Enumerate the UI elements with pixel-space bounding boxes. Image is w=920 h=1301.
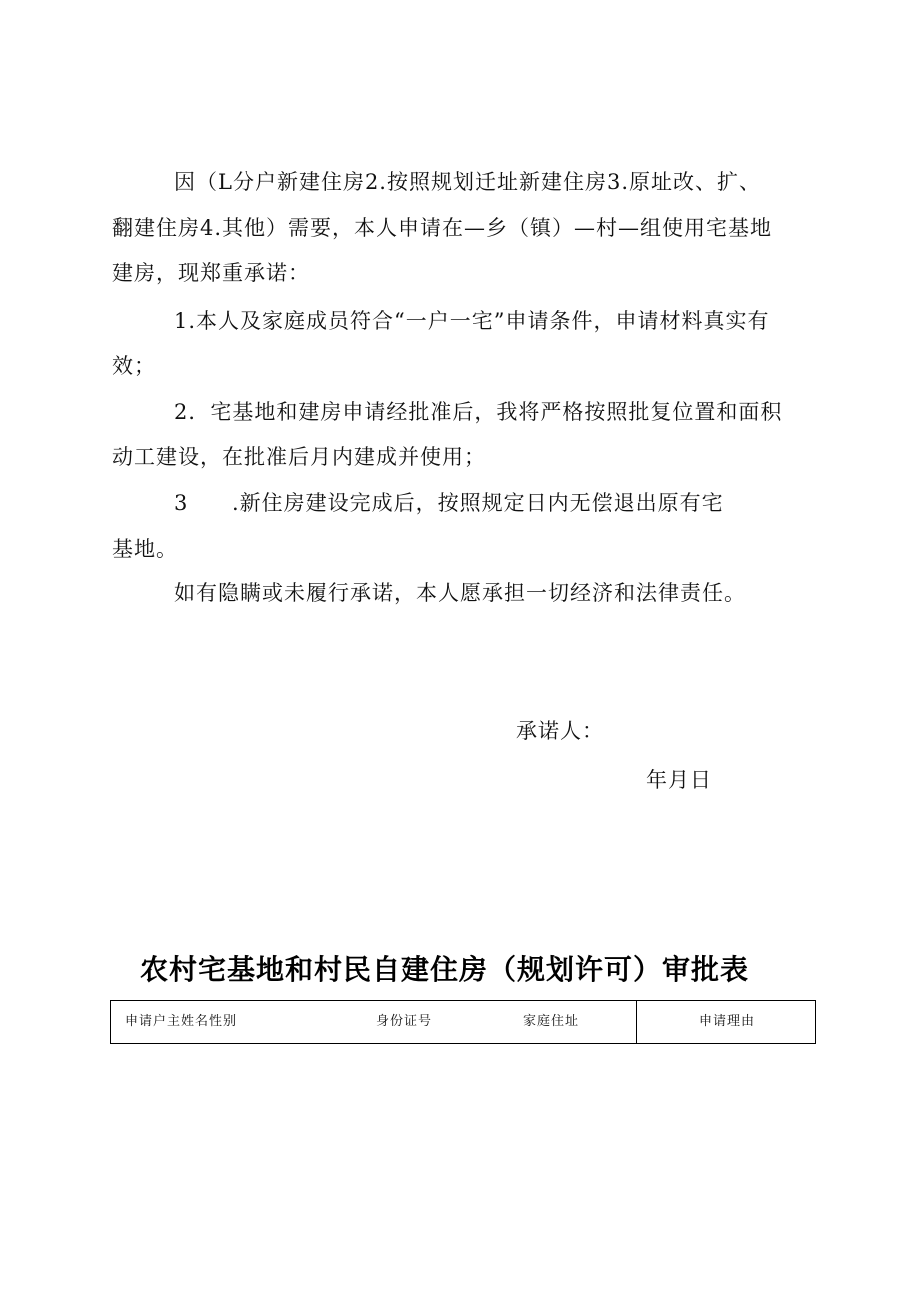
promisor-label: 承诺人： — [516, 719, 604, 743]
intro-line-2: 翻建住房4.其他）需要，本人申请在—乡（镇）—村—组使用宅基地 — [112, 216, 773, 240]
item-3-number: 3 — [174, 491, 189, 515]
item-1-line-2: 效； — [112, 354, 156, 378]
table-column-divider — [636, 1001, 637, 1043]
header-home-address: 家庭住址 — [523, 1014, 580, 1029]
header-reason: 申请理由 — [699, 1014, 756, 1029]
approval-form-table — [110, 1000, 816, 1044]
item-2-line-1: 2．宅基地和建房申请经批准后，我将严格按照批复位置和面积 — [174, 400, 783, 424]
date-label: 年月日 — [646, 768, 712, 792]
header-applicant-name-gender: 申请户主姓名性别 — [125, 1014, 238, 1029]
intro-line-3: 建房，现郑重承诺： — [112, 261, 310, 285]
item-1-line-1: 1.本人及家庭成员符合“一户一宅”申请条件，申请材料真实有 — [174, 309, 770, 333]
header-id-number: 身份证号 — [376, 1014, 433, 1029]
item-3-line-2: 基地。 — [112, 537, 178, 561]
closing-statement: 如有隐瞒或未履行承诺，本人愿承担一切经济和法律责任。 — [174, 581, 746, 605]
item-2-line-2: 动工建设，在批准后月内建成并使用； — [112, 445, 486, 469]
form-title: 农村宅基地和村民自建住房（规划许可）审批表 — [140, 953, 750, 986]
intro-line-1: 因（L分户新建住房2.按照规划迁址新建住房3.原址改、扩、 — [174, 170, 762, 194]
item-3-line-1: .新住房建设完成后，按照规定日内无偿退出原有宅 — [232, 491, 724, 515]
